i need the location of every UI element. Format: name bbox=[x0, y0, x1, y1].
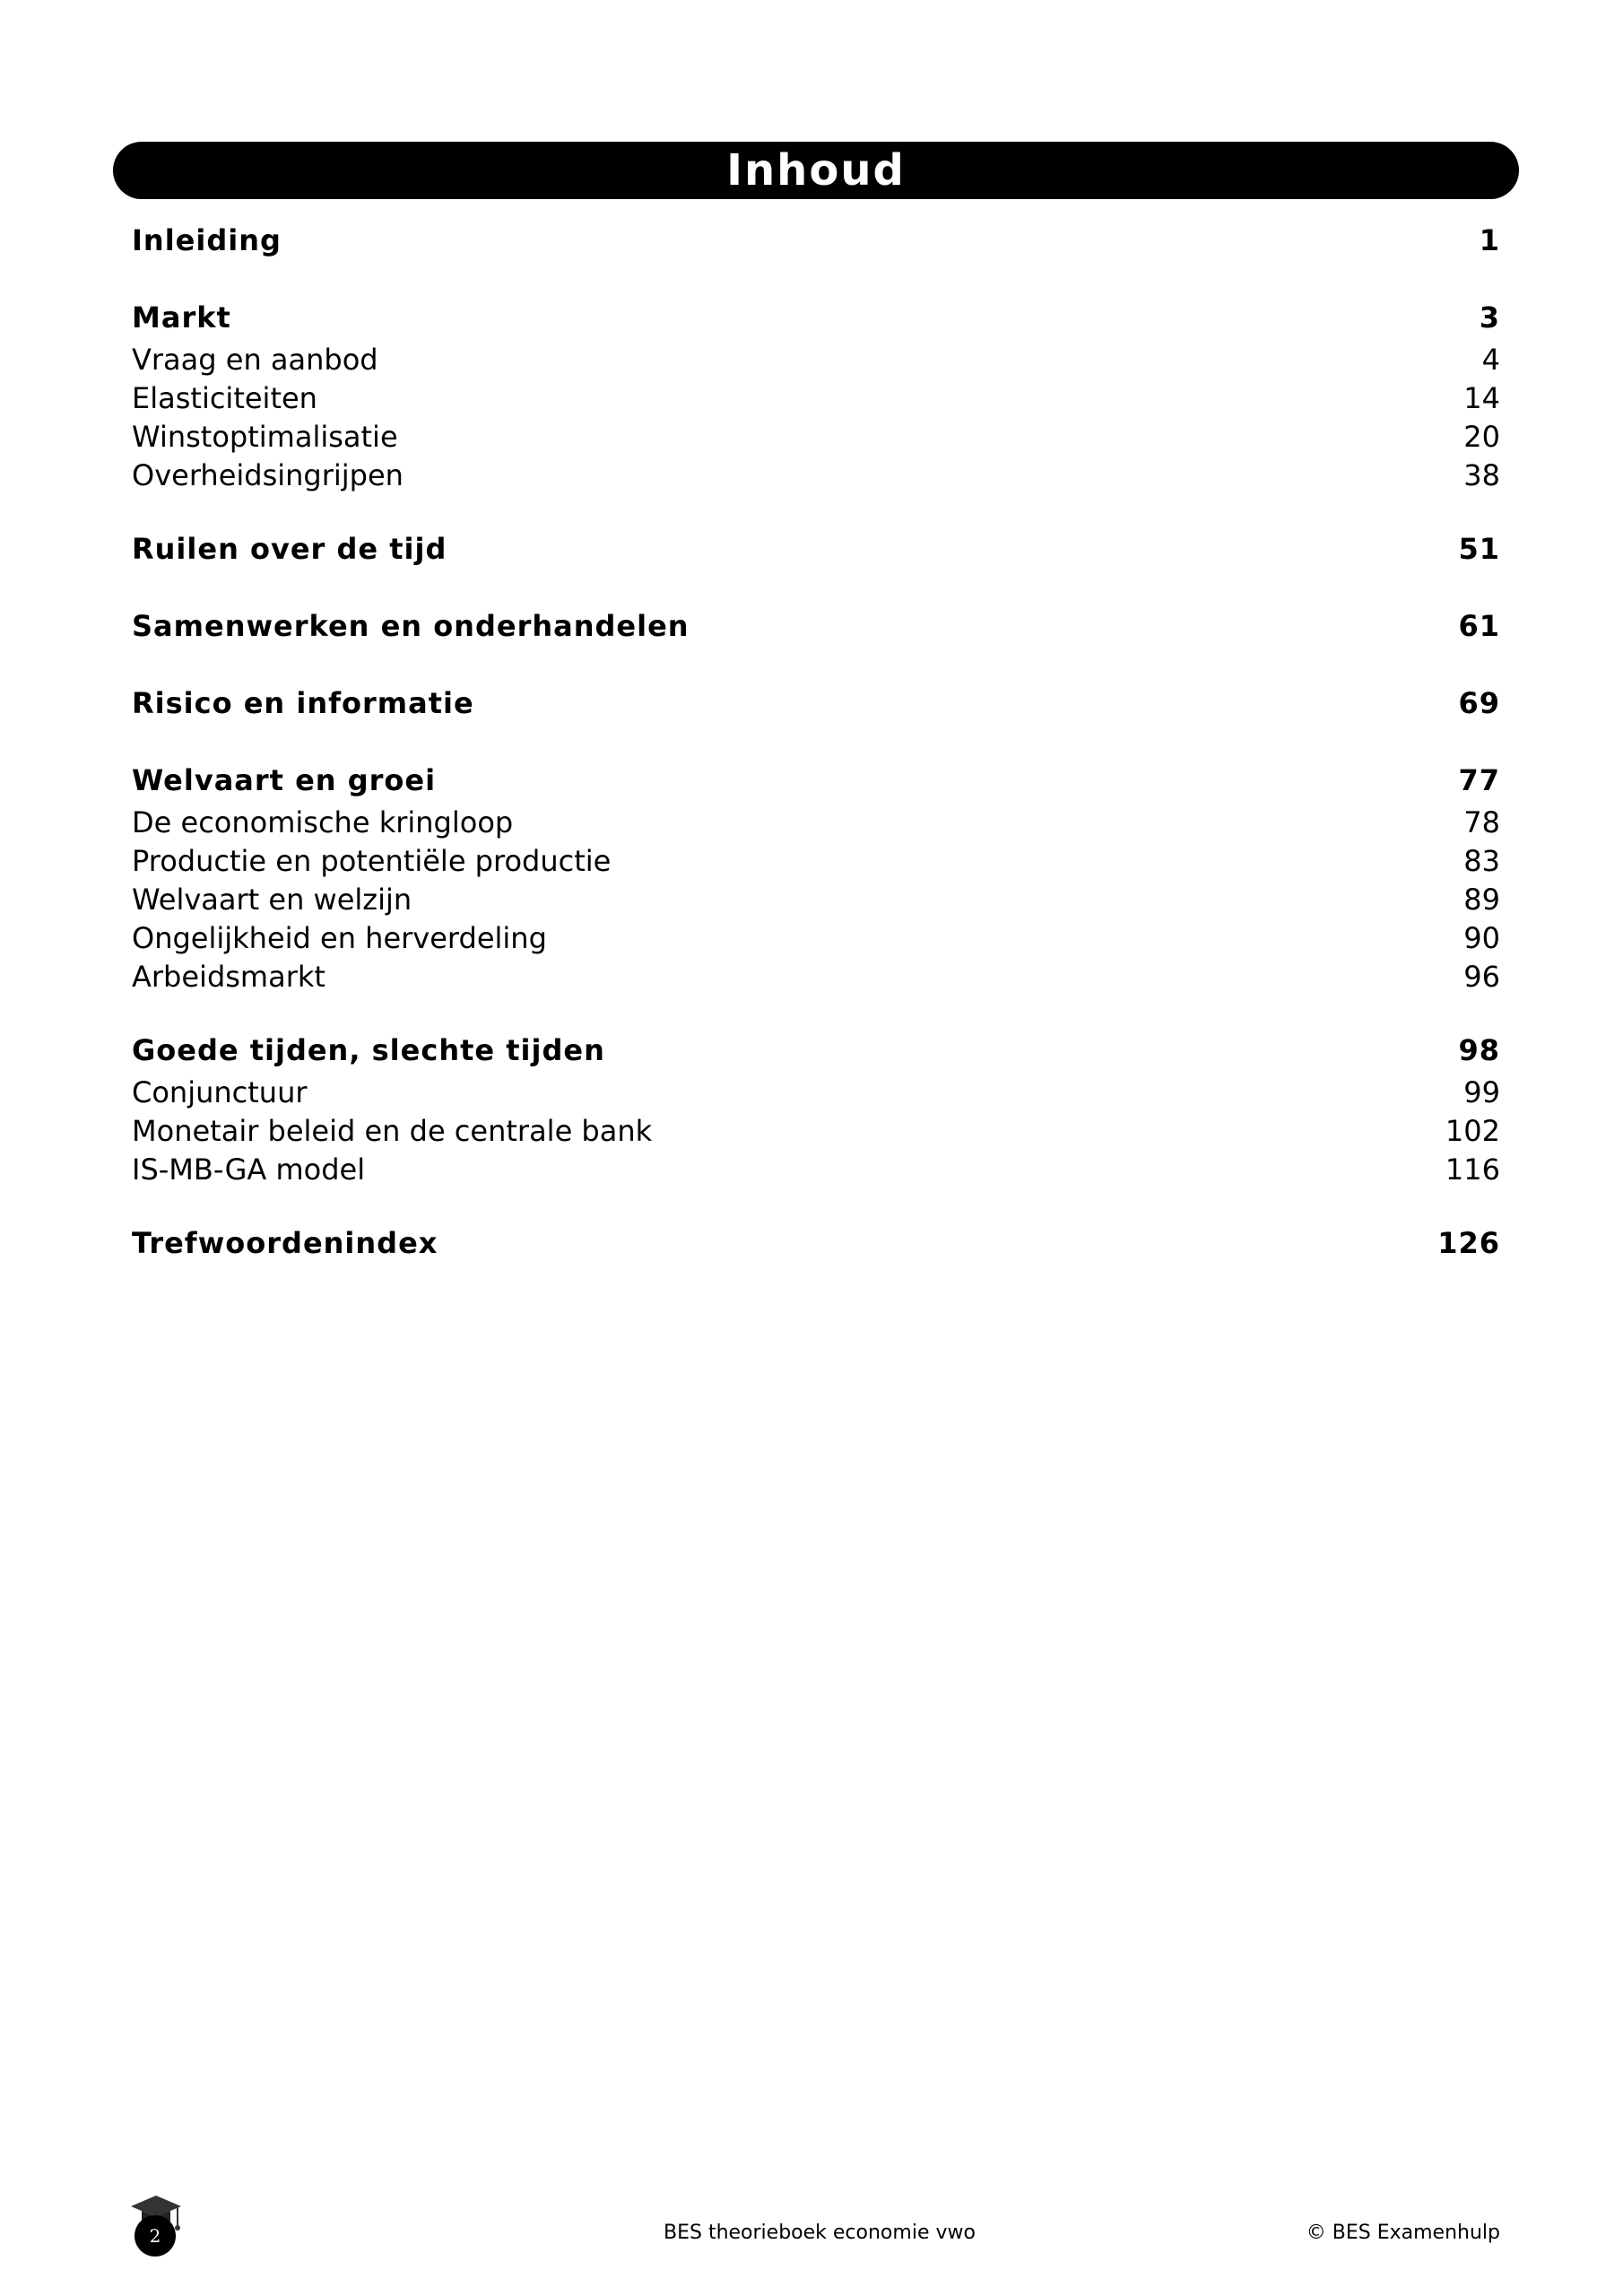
toc-section-row[interactable] bbox=[132, 881, 1500, 919]
page-number: 2 bbox=[135, 2215, 176, 2257]
toc-chapter-row[interactable] bbox=[132, 217, 1500, 264]
toc-section-page: 83 bbox=[1463, 844, 1500, 878]
toc-chapter bbox=[132, 294, 1500, 495]
toc-chapter-title: Goede tijden, slechte tijden bbox=[132, 1033, 605, 1067]
toc-section-title: Productie en potentiële productie bbox=[132, 844, 612, 878]
toc-chapter-page: 1 bbox=[1479, 223, 1500, 257]
page-title: Inhoud bbox=[726, 145, 906, 196]
toc-chapter bbox=[132, 680, 1500, 726]
toc-chapter-row[interactable] bbox=[132, 1027, 1500, 1074]
toc-section-page: 14 bbox=[1463, 381, 1500, 415]
toc-section-page: 4 bbox=[1481, 343, 1500, 377]
toc-chapter-title: Samenwerken en onderhandelen bbox=[132, 609, 690, 643]
toc-section-page: 96 bbox=[1463, 960, 1500, 994]
toc-chapter-title: Markt bbox=[132, 300, 231, 335]
toc-chapter-row[interactable] bbox=[132, 294, 1500, 341]
toc-chapter-row[interactable] bbox=[132, 680, 1500, 726]
toc-section-page: 89 bbox=[1463, 883, 1500, 917]
toc-chapter bbox=[132, 603, 1500, 649]
toc-section-row[interactable] bbox=[132, 1112, 1500, 1151]
toc-section-page: 116 bbox=[1445, 1152, 1500, 1187]
toc-chapter-page: 77 bbox=[1458, 763, 1500, 797]
toc-section-title: Overheidsingrijpen bbox=[132, 458, 404, 492]
toc-chapter-row[interactable] bbox=[132, 757, 1500, 804]
toc-section-row[interactable] bbox=[132, 379, 1500, 418]
toc-chapter-title: Trefwoordenindex bbox=[132, 1226, 438, 1260]
toc-chapter-page: 98 bbox=[1458, 1033, 1500, 1067]
toc-chapter bbox=[132, 217, 1500, 264]
toc-chapter-row[interactable] bbox=[132, 526, 1500, 572]
toc-section-row[interactable] bbox=[132, 418, 1500, 457]
toc-section-title: De economische kringloop bbox=[132, 805, 514, 839]
toc-chapter-page: 61 bbox=[1458, 609, 1500, 643]
toc-chapter-title: Inleiding bbox=[132, 223, 282, 257]
toc-section-title: Elasticiteiten bbox=[132, 381, 317, 415]
toc-chapter bbox=[132, 526, 1500, 572]
toc-chapter-page: 69 bbox=[1458, 686, 1500, 720]
footer-book-title: BES theorieboek economie vwo bbox=[664, 2222, 976, 2244]
table-of-contents bbox=[132, 217, 1500, 1297]
toc-section-page: 102 bbox=[1445, 1114, 1500, 1148]
toc-chapter-page: 51 bbox=[1458, 532, 1500, 566]
toc-section-title: Arbeidsmarkt bbox=[132, 960, 325, 994]
toc-section-row[interactable] bbox=[132, 958, 1500, 996]
footer-copyright: © BES Examenhulp bbox=[1306, 2222, 1500, 2244]
toc-chapter-row[interactable] bbox=[132, 603, 1500, 649]
page-title-bar bbox=[113, 142, 1519, 199]
toc-chapter-title: Risico en informatie bbox=[132, 686, 474, 720]
toc-section-page: 90 bbox=[1463, 921, 1500, 955]
toc-chapter-row[interactable] bbox=[132, 1220, 1500, 1266]
toc-section-title: IS-MB-GA model bbox=[132, 1152, 366, 1187]
toc-chapter-page: 3 bbox=[1479, 300, 1500, 335]
toc-section-row[interactable] bbox=[132, 842, 1500, 881]
toc-section-row[interactable] bbox=[132, 457, 1500, 495]
toc-section-title: Conjunctuur bbox=[132, 1075, 308, 1109]
toc-section-page: 99 bbox=[1463, 1075, 1500, 1109]
toc-section-title: Monetair beleid en de centrale bank bbox=[132, 1114, 653, 1148]
toc-section-row[interactable] bbox=[132, 919, 1500, 958]
toc-section-row[interactable] bbox=[132, 1151, 1500, 1189]
toc-section-title: Winstoptimalisatie bbox=[132, 420, 398, 454]
toc-section-title: Welvaart en welzijn bbox=[132, 883, 412, 917]
toc-section-page: 78 bbox=[1463, 805, 1500, 839]
toc-section-row[interactable] bbox=[132, 804, 1500, 842]
toc-section-row[interactable] bbox=[132, 341, 1500, 379]
toc-chapter-title: Ruilen over de tijd bbox=[132, 532, 447, 566]
toc-section-page: 20 bbox=[1463, 420, 1500, 454]
toc-chapter bbox=[132, 1220, 1500, 1266]
toc-chapter bbox=[132, 757, 1500, 996]
toc-section-title: Ongelijkheid en herverdeling bbox=[132, 921, 547, 955]
toc-chapter-page: 126 bbox=[1437, 1226, 1500, 1260]
toc-chapter bbox=[132, 1027, 1500, 1189]
page-footer bbox=[0, 2211, 1623, 2265]
toc-section-page: 38 bbox=[1463, 458, 1500, 492]
toc-section-row[interactable] bbox=[132, 1074, 1500, 1112]
toc-chapter-title: Welvaart en groei bbox=[132, 763, 437, 797]
toc-section-title: Vraag en aanbod bbox=[132, 343, 378, 377]
